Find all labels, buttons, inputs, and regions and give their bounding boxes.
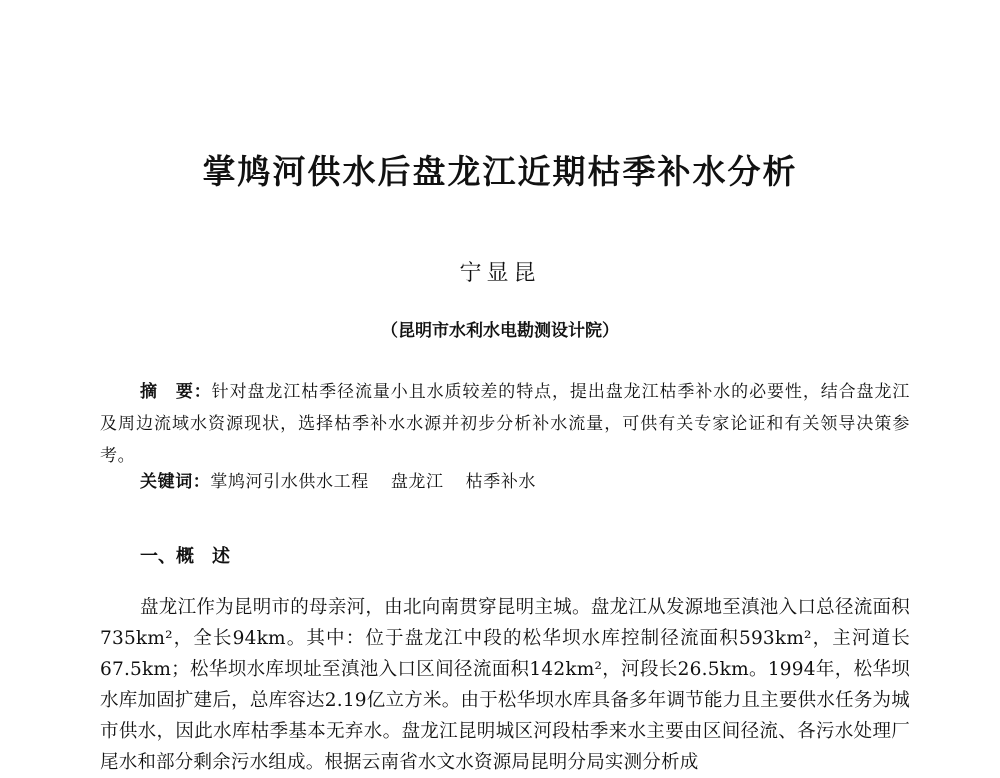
section-heading: 一、概 述 <box>140 546 230 567</box>
keyword: 枯季补水 <box>465 472 537 492</box>
author-name: 宁显昆 <box>459 261 541 286</box>
abstract-label: 摘 要： <box>140 382 212 402</box>
keyword: 掌鸠河引水供水工程 <box>210 472 369 492</box>
body-paragraph: 盘龙江作为昆明市的母亲河，由北向南贯穿昆明主城。盘龙江从发源地至滇池入口总径流面积735km²，全长94km。其中：位于盘龙江中段的松华坝水库控制径流面积593km²，主河道长67.5km；松华坝水库坝址至滇池入口区间径流面积142km²，河段长26.5km。1994年，松华坝水库加固扩建后，总库容达2.19亿立方米。由于松华坝水库具备多年调节能力且主要供水任务为城市供水，因此水库枯季基本无弃水。盘龙江昆明城区河段枯季来水主要由区间径流、各污水处理厂尾水和部分剩余污水组成。根据云南省水文水资源局昆明分局实测分析成 <box>100 597 910 773</box>
author-affiliation: （昆明市水利水电勘测设计院） <box>381 321 619 341</box>
paper-title: 掌鸠河供水后盘龙江近期枯季补水分析 <box>202 152 798 191</box>
keywords-label: 关键词： <box>140 472 211 492</box>
abstract-text: 针对盘龙江枯季径流量小且水质较差的特点，提出盘龙江枯季补水的必要性，结合盘龙江及周边流域水资源现状，选择枯季补水水源并初步分析补水流量，可供有关专家论证和有关领导决策参考。 <box>100 382 910 466</box>
abstract <box>100 376 910 472</box>
keyword: 盘龙江 <box>390 472 444 492</box>
keywords <box>140 466 910 498</box>
